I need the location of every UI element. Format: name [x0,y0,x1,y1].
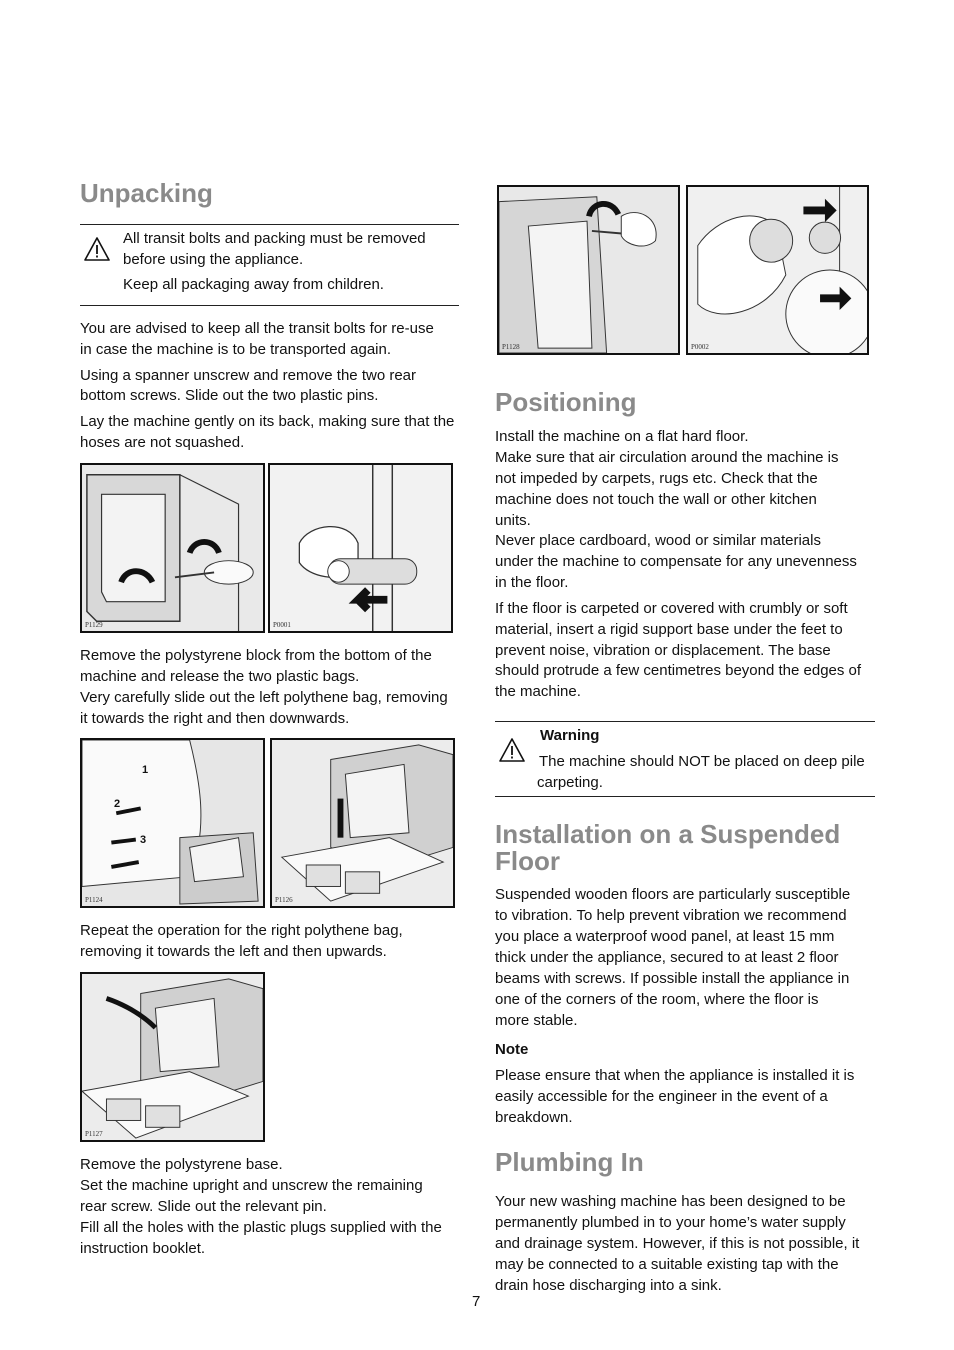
paragraph: it towards the right and then downwards. [80,710,350,727]
paragraph: not impeded by carpets, rugs etc. Check that the [495,470,818,487]
paragraph: beams with screws. If possible install the appliance in [495,970,850,987]
figure-code: P0002 [691,343,709,351]
paragraph: If the floor is carpeted or covered with crumbly or soft [495,600,848,617]
paragraph: in the floor. [495,574,569,591]
page-number: 7 [472,1293,481,1310]
divider [495,796,875,797]
paragraph: Your new washing machine has been designed to be [495,1193,846,1210]
paragraph: permanently plumbed in to your home’s water supply [495,1214,846,1231]
paragraph: and drainage system. However, if this is not possible, it [495,1235,860,1252]
paragraph: Install the machine on a flat hard floor. [495,428,749,445]
paragraph: Remove the polystyrene base. [80,1156,283,1173]
divider [495,721,875,722]
paragraph: easily accessible for the engineer in the event of a [495,1088,828,1105]
figure-code: P1127 [85,1130,103,1138]
paragraph: units. [495,512,531,529]
paragraph: You are advised to keep all the transit bolts for re-use [80,320,434,337]
unpacking-title: Unpacking [80,178,213,208]
paragraph: machine does not touch the wall or other kitchen [495,491,817,508]
warning-text: carpeting. [537,774,603,791]
illustration-polystyrene-block [270,738,455,908]
paragraph: one of the corners of the room, where the floor is [495,991,819,1008]
figure-code: P1128 [502,343,520,351]
paragraph: instruction booklet. [80,1240,206,1257]
warning-text: All transit bolts and packing must be removed [123,230,426,247]
warning-triangle-icon [83,236,111,262]
figure-code: P0001 [273,621,291,629]
paragraph: prevent noise, vibration or displacement. The base [495,642,831,659]
paragraph: machine and release the two plastic bags. [80,668,360,685]
illustration-right-bag [80,972,265,1142]
suspended-floor-title: Installation on a Suspended [495,819,841,849]
paragraph: rear screw. Slide out the relevant pin. [80,1198,327,1215]
figure-code: P1129 [85,621,103,629]
illustration-plastic-plugs [686,185,869,355]
paragraph: Make sure that air circulation around the machine is [495,449,839,466]
illustration-rear-screws [80,463,265,633]
paragraph: to vibration. To help prevent vibration we recommend [495,907,847,924]
note-heading: Note [495,1041,529,1058]
paragraph: Using a spanner unscrew and remove the two rear [80,367,417,384]
warning-heading: Warning [540,727,600,744]
warning-text: The machine should NOT be placed on deep pile [539,753,865,770]
illustration-plastic-pin [268,463,453,633]
paragraph: Suspended wooden floors are particularly susceptible [495,886,851,903]
warning-text: before using the appliance. [123,251,304,268]
suspended-floor-title: Floor [495,846,560,876]
paragraph: Fill all the holes with the plastic plugs supplied with the [80,1219,442,1236]
step-label: 2 [114,798,121,810]
paragraph: Lay the machine gently on its back, making sure that the [80,413,455,430]
paragraph: more stable. [495,1012,578,1029]
paragraph: may be connected to a suitable existing tap with the [495,1256,839,1273]
divider [80,305,459,306]
illustration-rear-screw-upright [497,185,680,355]
paragraph: Never place cardboard, wood or similar materials [495,532,821,549]
paragraph: under the machine to compensate for any unevenness [495,553,857,570]
paragraph: bottom screws. Slide out the two plastic pins. [80,387,379,404]
paragraph: removing it towards the left and then upwards. [80,943,387,960]
illustration-left-bag [80,738,265,908]
paragraph: thick under the appliance, secured to at least 2 floor [495,949,839,966]
paragraph: breakdown. [495,1109,573,1126]
paragraph: Please ensure that when the appliance is installed it is [495,1067,855,1084]
paragraph: drain hose discharging into a sink. [495,1277,722,1294]
figure-code: P1124 [85,896,103,904]
paragraph: material, insert a rigid support base under the feet to [495,621,843,638]
paragraph: Very carefully slide out the left polythene bag, removing [80,689,448,706]
figure-code: P1126 [275,896,293,904]
paragraph: hoses are not squashed. [80,434,245,451]
paragraph: in case the machine is to be transported again. [80,341,392,358]
warning-text: Keep all packaging away from children. [123,276,384,293]
plumbing-title: Plumbing In [495,1147,644,1177]
paragraph: Remove the polystyrene block from the bottom of the [80,647,432,664]
paragraph: Set the machine upright and unscrew the remaining [80,1177,423,1194]
divider [80,224,459,225]
warning-triangle-icon [498,737,526,763]
paragraph: you place a waterproof wood panel, at least 15 mm [495,928,835,945]
step-label: 3 [140,834,147,846]
paragraph: should protrude a few centimetres beyond the edges of [495,662,862,679]
paragraph: Repeat the operation for the right polythene bag, [80,922,403,939]
positioning-title: Positioning [495,387,637,417]
paragraph: the machine. [495,683,581,700]
step-label: 1 [142,764,149,776]
